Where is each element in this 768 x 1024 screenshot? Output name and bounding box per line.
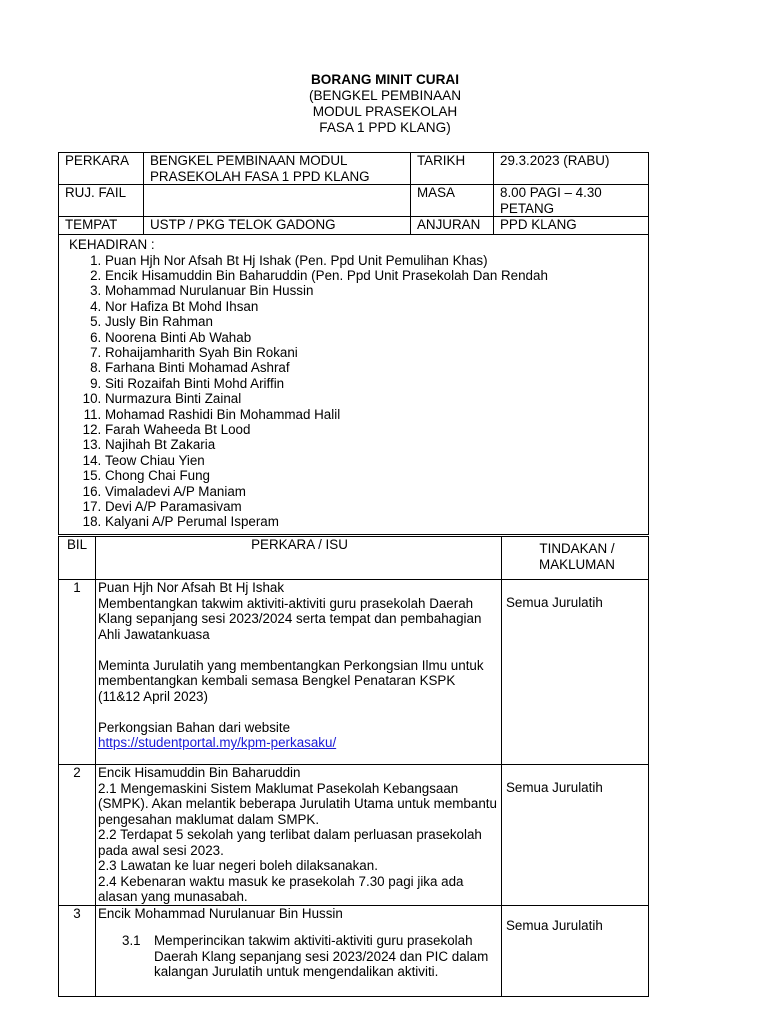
- row-number: 1: [59, 580, 96, 765]
- attendee: 16. Vimaladevi A/P Maniam: [105, 484, 648, 499]
- title-subtitle-line-2: MODUL PRASEKOLAH: [312, 104, 458, 119]
- attendee: 9. Siti Rozaifah Binti Mohd Ariffin: [105, 376, 648, 391]
- row-number: 3: [59, 905, 96, 996]
- tempat-label: TEMPAT: [59, 217, 144, 235]
- attendee: 13. Najihah Bt Zakaria: [105, 437, 648, 452]
- presenter-name: Puan Hjh Nor Afsah Bt Hj Ishak: [98, 580, 285, 595]
- perkara-value: BENGKEL PEMBINAAN MODUL PRASEKOLAH FASA 1 PPD KLANG: [144, 153, 411, 185]
- meeting-info-table: [58, 152, 649, 535]
- ruj-fail-label: RUJ. FAIL: [59, 185, 144, 217]
- issue-paragraph: Membentangkan takwim aktiviti-aktiviti guru prasekolah Daerah Klang sepanjang sesi 2023/2024 serta tempat dan pembahagian Ahli Jawatankuasa: [98, 595, 482, 642]
- attendee: 12. Farah Waheeda Bt Lood: [105, 422, 648, 437]
- tempat-value: USTP / PKG TELOK GADONG: [144, 217, 411, 235]
- presenter-name: Encik Hisamuddin Bin Baharuddin: [98, 765, 301, 780]
- issue-item: 2.1 Mengemaskini Sistem Maklumat Pasekolah Kebangsaan (SMPK). Akan melantik beberapa Jurulatih Utama untuk membantu pengesahan maklumat dalam SMPK.: [98, 780, 497, 827]
- document-title: [200, 72, 570, 136]
- meta-row-perkara: [59, 153, 649, 185]
- attendee: 8. Farhana Binti Mohamad Ashraf: [105, 360, 648, 375]
- form-title: BORANG MINIT CURAI: [310, 72, 459, 87]
- attendee: 6. Noorena Binti Ab Wahab: [105, 330, 648, 345]
- minutes-table: [58, 536, 649, 997]
- attendee: 10. Nurmazura Binti Zainal: [105, 391, 648, 406]
- attendee: 14. Teow Chiau Yien: [105, 453, 648, 468]
- title-subtitle-line-3: FASA 1 PPD KLANG): [319, 120, 451, 135]
- action-cell: Semua Jurulatih: [502, 580, 649, 765]
- attendance-list: [69, 253, 648, 530]
- attendee: 11. Mohamad Rashidi Bin Mohammad Halil: [105, 407, 648, 422]
- issue-paragraph: Meminta Jurulatih yang membentangkan Perkongsian Ilmu untuk membentangkan kembali semasa Bengkel Penataran KSPK (11&12 April 2023): [98, 657, 484, 704]
- minutes-row-2: [59, 765, 649, 906]
- attendance-heading: KEHADIRAN :: [69, 237, 155, 252]
- anjuran-value: PPD KLANG: [494, 217, 649, 235]
- sub-item: [98, 933, 501, 980]
- minutes-row-3: [59, 905, 649, 996]
- bil-header: BIL: [59, 537, 96, 580]
- studentportal-link[interactable]: https://studentportal.my/kpm-perkasaku/: [98, 735, 337, 750]
- issue-item: 2.2 Terdapat 5 sekolah yang terlibat dalam perluasan prasekolah pada awal sesi 2023.: [98, 827, 482, 858]
- attendee: 17. Devi A/P Paramasivam: [105, 499, 648, 514]
- row-number: 2: [59, 765, 96, 906]
- issue-cell: [96, 765, 502, 906]
- sub-item-number: 3.1: [122, 933, 141, 948]
- minutes-row-1: [59, 580, 649, 765]
- issue-cell: [96, 580, 502, 765]
- attendee: 1. Puan Hjh Nor Afsah Bt Hj Ishak (Pen. Ppd Unit Pemulihan Khas): [105, 253, 648, 268]
- issue-item: 2.4 Kebenaran waktu masuk ke prasekolah 7.30 pagi jika ada alasan yang munasabah.: [98, 873, 464, 904]
- issue-item: 2.3 Lawatan ke luar negeri boleh dilaksanakan.: [98, 858, 378, 873]
- action-cell: Semua Jurulatih: [502, 765, 649, 906]
- attendee: 2. Encik Hisamuddin Bin Baharuddin (Pen. Ppd Unit Prasekolah Dan Rendah: [105, 268, 648, 283]
- anjuran-label: ANJURAN: [411, 217, 494, 235]
- issue-paragraph: Perkongsian Bahan dari website: [98, 719, 291, 735]
- tindakan-header: TINDAKAN / MAKLUMAN: [502, 537, 649, 580]
- attendee: 15. Chong Chai Fung: [105, 468, 648, 483]
- masa-value: 8.00 PAGI – 4.30 PETANG: [494, 185, 649, 217]
- perkara-isu-header: PERKARA / ISU: [96, 537, 502, 580]
- perkara-label: PERKARA: [59, 153, 144, 185]
- attendee: 3. Mohammad Nurulanuar Bin Hussin: [105, 283, 648, 298]
- attendance-row: [59, 235, 649, 535]
- issue-cell: [96, 905, 502, 996]
- attendee: 4. Nor Hafiza Bt Mohd Ihsan: [105, 299, 648, 314]
- meta-row-tempat: [59, 217, 649, 235]
- minutes-header-row: [59, 537, 649, 580]
- attendee: 5. Jusly Bin Rahman: [105, 314, 648, 329]
- ruj-fail-value: [144, 185, 411, 217]
- attendee: 18. Kalyani A/P Perumal Isperam: [105, 514, 648, 529]
- attendance-cell: [59, 235, 649, 535]
- action-cell: Semua Jurulatih: [502, 905, 649, 996]
- tarikh-label: TARIKH: [411, 153, 494, 185]
- masa-label: MASA: [411, 185, 494, 217]
- tarikh-value: 29.3.2023 (RABU): [494, 153, 649, 185]
- meta-row-ruj: [59, 185, 649, 217]
- attendee: 7. Rohaijamharith Syah Bin Rokani: [105, 345, 648, 360]
- sub-item-text: Memperincikan takwim aktiviti-aktiviti guru prasekolah Daerah Klang sepanjang sesi 2023/2024 dan PIC dalam kalangan Jurulatih untuk mengendalikan aktiviti.: [154, 933, 489, 979]
- title-subtitle-line-1: (BENGKEL PEMBINAAN: [308, 88, 462, 103]
- presenter-name: Encik Mohammad Nurulanuar Bin Hussin: [98, 905, 343, 921]
